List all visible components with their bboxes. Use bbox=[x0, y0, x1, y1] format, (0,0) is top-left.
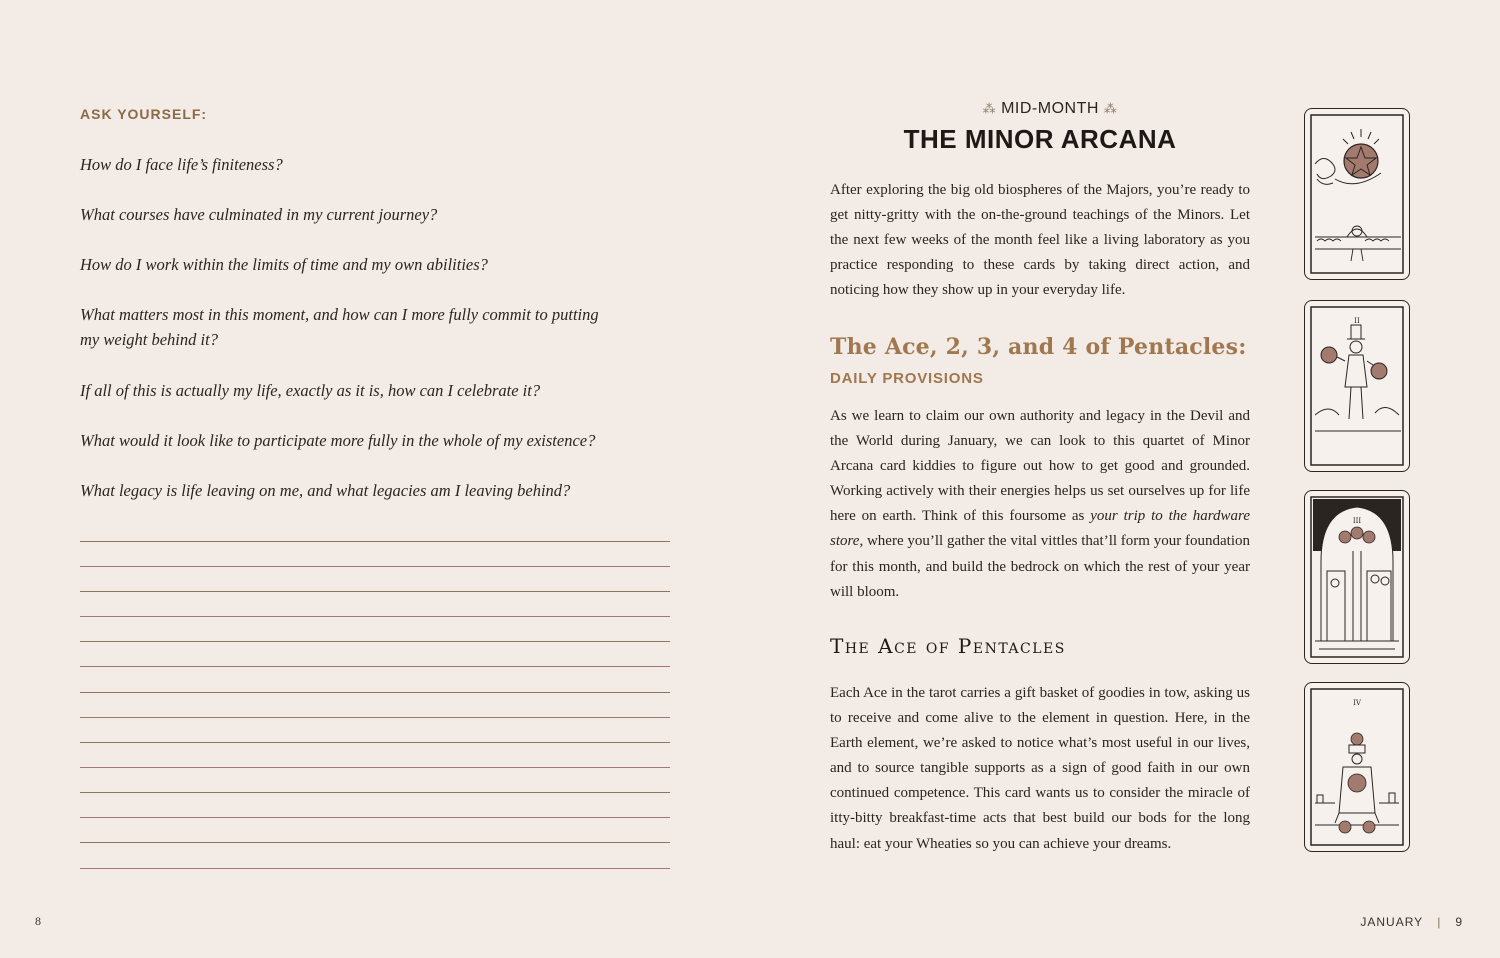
writing-line[interactable] bbox=[80, 717, 670, 718]
ace-of-pentacles-card-icon bbox=[1304, 108, 1410, 280]
journal-question: If all of this is actually my life, exactly as it is, how can I celebrate it? bbox=[80, 381, 541, 400]
sparkle-icon: ⁂ bbox=[1103, 101, 1118, 116]
svg-text:III: III bbox=[1352, 517, 1362, 525]
journal-question: How do I face life’s finiteness? bbox=[80, 155, 283, 174]
section-text: where you’ll gather the vital vittles that’ll form your foundation for this month, and build the bedrock on which the rest of your year will bloom. bbox=[830, 533, 1250, 600]
two-of-pentacles-card-icon bbox=[1304, 300, 1410, 472]
ace-heading: The Ace of Pentacles bbox=[830, 634, 1066, 658]
running-footer bbox=[1360, 915, 1463, 929]
writing-line[interactable] bbox=[80, 591, 670, 592]
kicker-text: MID-MONTH bbox=[1001, 100, 1099, 117]
sparkle-icon: ⁂ bbox=[982, 101, 997, 116]
page-title: THE MINOR ARCANA bbox=[903, 124, 1177, 154]
writing-line[interactable] bbox=[80, 792, 670, 793]
intro-paragraph: After exploring the big old biospheres of the Majors, you’re ready to get nitty-gritty with the on-the-ground teachings of the Minors. Let the next few weeks of the month feel like a living laboratory as you practice responding to these cards by taking direct action, and noticing how they show up in your everyday life. bbox=[830, 182, 1250, 299]
three-of-pentacles-card-icon bbox=[1304, 490, 1410, 664]
writing-line[interactable] bbox=[80, 641, 670, 642]
writing-line[interactable] bbox=[80, 666, 670, 667]
section-text: As we learn to claim our own authority and legacy in the Devil and the World during January, we can look to this quartet of Minor Arcana card kiddies to figure out how to get good and grounded. Working actively with their energies helps us set ourselves up for life here on earth. Think of this foursome as bbox=[830, 408, 1250, 525]
svg-text:II: II bbox=[1354, 317, 1360, 325]
journal-question: What courses have culminated in my current journey? bbox=[80, 205, 438, 224]
page-number: 8 bbox=[35, 914, 41, 928]
journal-question: How do I work within the limits of time and my own abilities? bbox=[80, 255, 488, 274]
journal-question: What matters most in this moment, and how can I more fully commit to putting my weight behind it? bbox=[80, 305, 599, 349]
writing-line[interactable] bbox=[80, 868, 670, 869]
section-heading: The Ace, 2, 3, and 4 of Pentacles: bbox=[830, 334, 1247, 360]
writing-line[interactable] bbox=[80, 817, 670, 818]
writing-line[interactable] bbox=[80, 842, 670, 843]
four-of-pentacles-card-icon bbox=[1304, 682, 1410, 852]
writing-line[interactable] bbox=[80, 767, 670, 768]
writing-line[interactable] bbox=[80, 541, 670, 542]
mid-month-kicker bbox=[750, 100, 1350, 118]
right-page bbox=[750, 0, 1500, 958]
svg-text:IV: IV bbox=[1353, 699, 1361, 707]
section-subheading: DAILY PROVISIONS bbox=[830, 370, 984, 387]
ask-yourself-heading: ASK YOURSELF: bbox=[80, 106, 208, 122]
journal-question: What legacy is life leaving on me, and what legacies am I leaving behind? bbox=[80, 481, 571, 500]
section-paragraph bbox=[830, 404, 1250, 605]
page-number: 9 bbox=[1455, 915, 1463, 929]
running-head: JANUARY bbox=[1360, 915, 1424, 929]
divider: | bbox=[1437, 915, 1442, 929]
writing-line[interactable] bbox=[80, 616, 670, 617]
journal-question: What would it look like to participate more fully in the whole of my existence? bbox=[80, 431, 596, 450]
section-emphasis: your trip to the hardware store, bbox=[830, 508, 1250, 550]
writing-line[interactable] bbox=[80, 742, 670, 743]
ace-paragraph: Each Ace in the tarot carries a gift basket of goodies in tow, asking us to receive and come alive to the element in question. Here, in the Earth element, we’re asked to notice what’s most useful in our lives, and to source tangible supports as a sign of good faith in our own continued competence. This card wants us to consider the miracle of itty-bitty breakfast-time acts that best build our bods for the long haul: eat your Wheaties so you can achieve your dreams. bbox=[830, 685, 1250, 852]
writing-line[interactable] bbox=[80, 566, 670, 567]
writing-line[interactable] bbox=[80, 692, 670, 693]
